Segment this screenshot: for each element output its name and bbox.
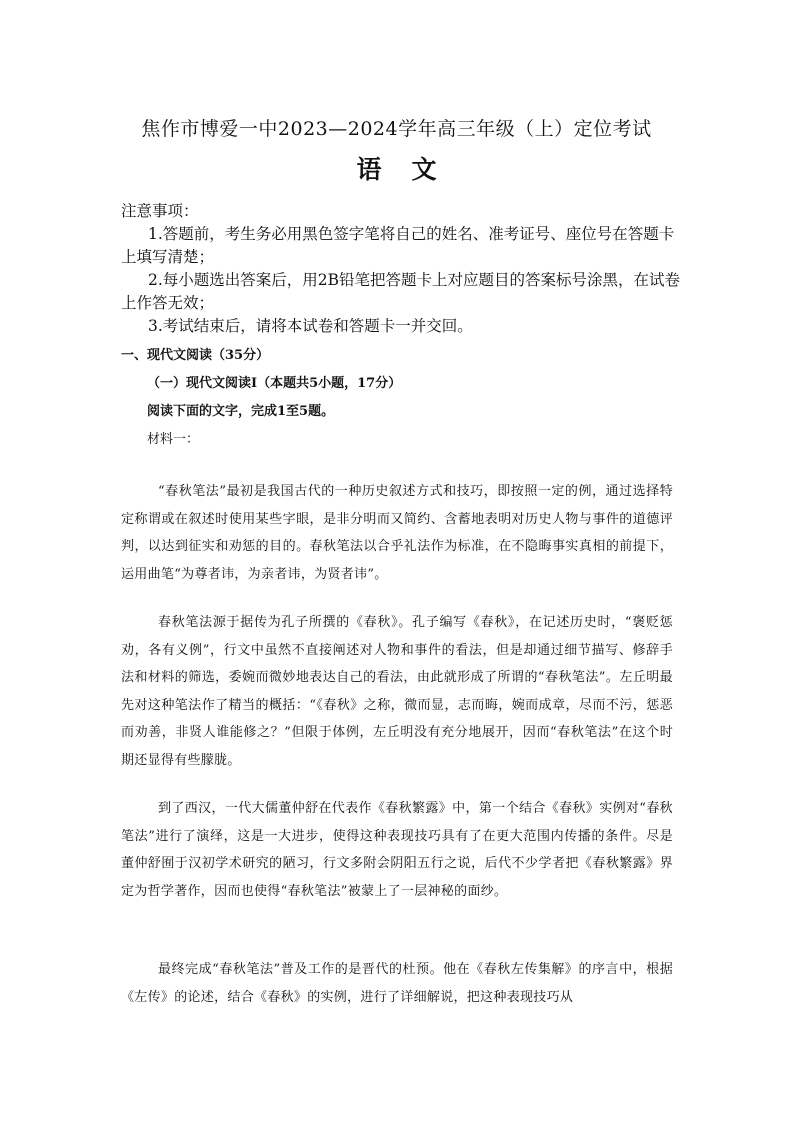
subject-title: 语文: [356, 155, 467, 184]
passage-paragraph: 春秋笔法源于据传为孔子所撰的《春秋》。孔子编写《春秋》，在记述历史时，“褒贬惩劝，各有义例”，行文中虽然不直接阐述对人物和事件的看法，但是却通过细节描写、修辞手法和材料的筛选，委婉而微妙地表达自己的看法，由此就形成了所谓的“春秋笔法”。左丘明最先对这种笔法作了精当的概括：“《春秋》之称，微而显，志而晦，婉而成章，尽而不污，惩恶而劝善，非贤人谁能修之？”但限于体例，左丘明没有充分地展开，因而“春秋笔法”在这个时期还显得有些朦胧。: [121, 615, 673, 768]
notice-heading: 注意事项：: [121, 202, 199, 220]
passage-paragraph: 最终完成“春秋笔法”普及工作的是晋代的杜预。他在《春秋左传集解》的序言中，根据《左传》的论述，结合《春秋》的实例，进行了详细解说，把这种表现技巧从: [121, 962, 673, 1005]
passage-paragraph: 到了西汉，一代大儒董仲舒在代表作《春秋繁露》中，第一个结合《春秋》实例对“春秋笔法”进行了演绎，这是一大进步，使得这种表现技巧具有了在更大范围内传播的条件。尽是董仲舒囿于汉初学术研究的陋习，行文多附会阴阳五行之说，后代不少学者把《春秋繁露》界定为哲学著作，因而也使得“春秋笔法”被蒙上了一层神秘的面纱。: [121, 801, 673, 899]
notice-item: 2.每小题选出答案后，用2B铅笔把答题卡上对应题目的答案标号涂黑，在试卷上作答无效；: [121, 271, 681, 312]
material-label: 材料一：: [147, 432, 200, 447]
section-heading: 一、现代文阅读（35分）: [121, 348, 270, 363]
subsection-heading: （一）现代文阅读Ⅰ（本题共5小题，17分）: [147, 376, 402, 391]
notice-block: [121, 200, 681, 338]
passage-paragraph: “春秋笔法”最初是我国古代的一种历史叙述方式和技巧，即按照一定的例，通过选择特定称谓或在叙述时使用某些字眼，是非分明而又简约、含蓄地表明对历史人物与事件的道德评判，以达到征实和劝惩的目的。春秋笔法以合乎礼法作为标准，在不隐晦事实真相的前提下，运用曲笔“为尊者讳，为亲者讳，为贤者讳”。: [121, 484, 673, 582]
exam-title: 焦作市博爱一中2023—2024学年高三年级（上）定位考试: [141, 118, 652, 140]
notice-item: 3.考试结束后，请将本试卷和答题卡一并交回。: [148, 317, 473, 335]
notice-item: 1.答题前，考生务必用黑色签字笔将自己的姓名、准考证号、座位号在答题卡上填写清楚；: [121, 225, 675, 266]
reading-instruction: 阅读下面的文字，完成1至5题。: [147, 404, 335, 419]
